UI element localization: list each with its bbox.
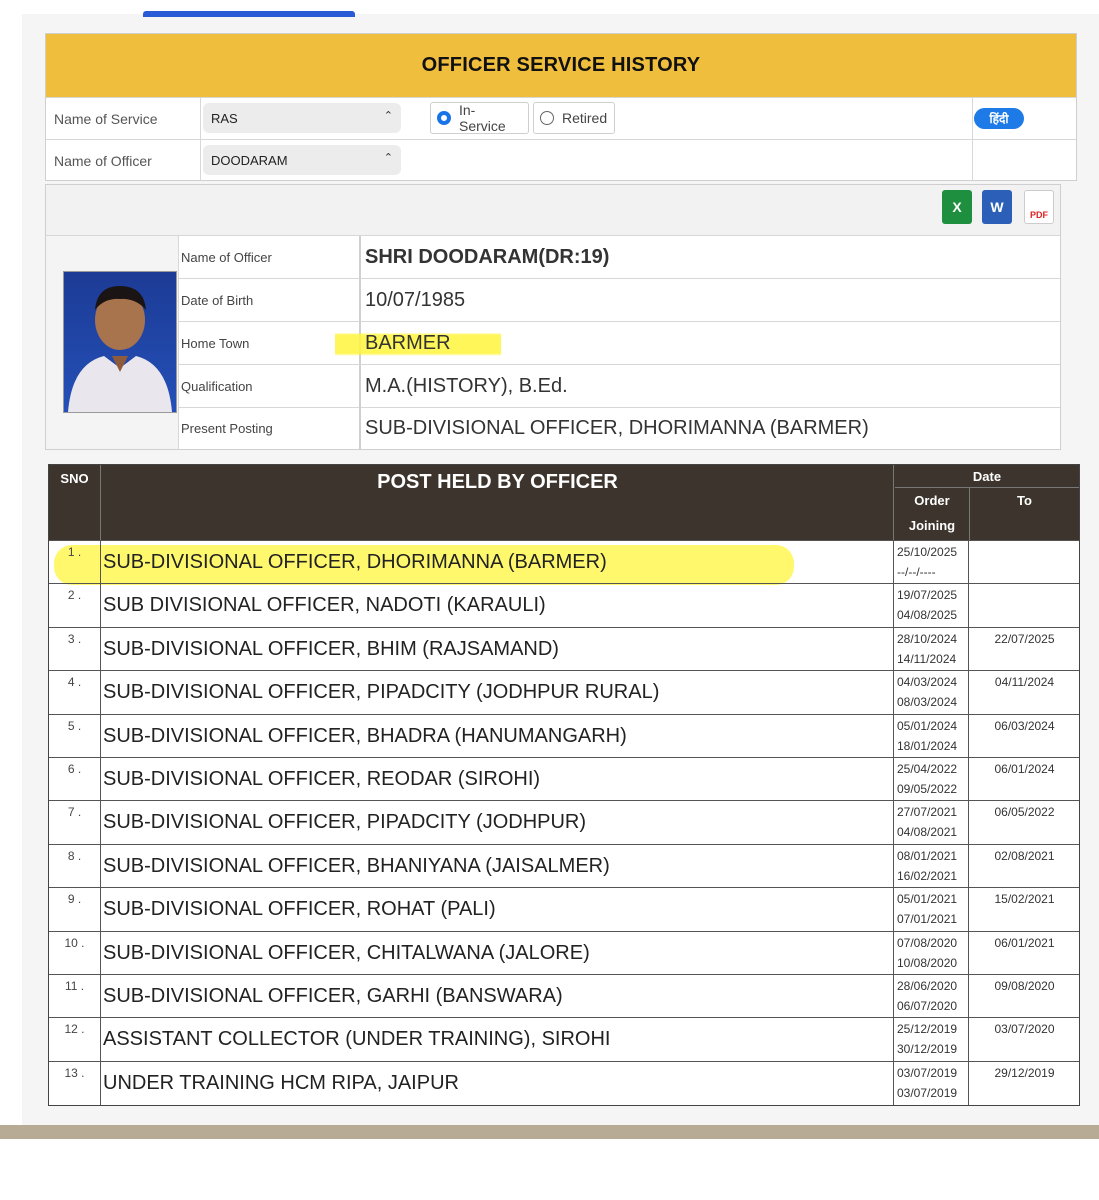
profile-row-name	[179, 236, 1060, 279]
cell-post-text: SUB-DIVISIONAL OFFICER, BHIM (RAJSAMAND)	[103, 637, 559, 660]
excel-icon-letter: X	[952, 199, 962, 215]
cell-order-date: 03/07/2019	[897, 1065, 958, 1080]
cell-to-date: 15/02/2021	[994, 892, 1055, 907]
cell-sno: 6 .	[49, 758, 101, 801]
profile-row-posting	[179, 407, 1060, 449]
cell-sno: 7 .	[49, 801, 101, 844]
cell-to-date	[970, 584, 1079, 627]
cell-joining-date: 03/07/2019	[897, 1085, 958, 1100]
table-row	[49, 931, 1079, 975]
cell-joining-date: 16/02/2021	[897, 868, 958, 883]
name-label: Name of Officer	[179, 236, 361, 278]
active-tab-indicator[interactable]	[143, 11, 355, 17]
officer-row	[46, 139, 1076, 181]
cell-post-text: SUB-DIVISIONAL OFFICER, BHANIYANA (JAISALMER)	[103, 854, 610, 877]
table-row	[49, 1017, 1079, 1061]
table-row	[49, 583, 1079, 627]
table-row	[49, 974, 1079, 1018]
export-toolbar	[46, 185, 1060, 236]
cell-to-date: 04/11/2024	[994, 675, 1055, 690]
cell-post	[102, 801, 894, 844]
cell-post-text: SUB-DIVISIONAL OFFICER, REODAR (SIROHI)	[103, 768, 541, 790]
footer-bar	[0, 1125, 1099, 1139]
profile-row-hometown	[179, 322, 1060, 365]
cell-order-joining	[895, 845, 969, 888]
select-chevron-icon: ⌃	[383, 152, 393, 164]
radio-in-service[interactable]	[430, 102, 529, 134]
cell-joining-date: 04/08/2021	[897, 825, 958, 840]
cell-to-date: 06/01/2021	[994, 935, 1055, 950]
cell-post-text: SUB-DIVISIONAL OFFICER, CHITALWANA (JALORE)	[103, 941, 590, 964]
qualification-label: Qualification	[179, 365, 361, 407]
cell-sno: 12 .	[49, 1018, 101, 1061]
cell-order-date: 07/08/2020	[897, 935, 958, 950]
cell-order-joining	[895, 888, 969, 931]
cell-order-date: 25/12/2019	[897, 1022, 958, 1037]
col-order-joining-header	[895, 488, 970, 540]
pdf-icon-label: PDF	[1030, 210, 1048, 220]
cell-post	[102, 845, 894, 888]
cell-joining-date: 30/12/2019	[897, 1042, 958, 1057]
cell-sno: 5 .	[49, 715, 101, 758]
service-history-table	[48, 464, 1080, 1106]
cell-post	[102, 1062, 894, 1105]
select-chevron-icon: ⌃	[383, 110, 393, 122]
cell-order-joining	[895, 758, 969, 801]
cell-order-date: 05/01/2024	[897, 718, 958, 733]
cell-order-date: 28/06/2020	[897, 979, 958, 993]
cell-order-joining	[895, 932, 969, 975]
table-row	[49, 670, 1079, 714]
table-row	[49, 844, 1079, 888]
hindi-language-button[interactable]: हिंदी	[974, 108, 1024, 129]
profile-row-dob	[179, 279, 1060, 322]
table-header	[49, 465, 1079, 540]
cell-order-joining	[895, 975, 969, 1018]
cell-post	[102, 671, 894, 714]
cell-order-joining	[895, 628, 969, 671]
cell-order-date: 28/10/2024	[897, 631, 958, 646]
cell-post	[102, 1018, 894, 1061]
col-sno-header: SNO	[49, 465, 101, 540]
col-joining-header: Joining	[908, 518, 956, 533]
service-label: Name of Service	[46, 98, 201, 139]
cell-joining-date: 06/07/2020	[897, 999, 958, 1013]
cell-joining-date: 08/03/2024	[897, 695, 958, 710]
cell-sno: 2 .	[49, 584, 101, 627]
cell-joining-date: 14/11/2024	[897, 651, 957, 666]
cell-post-text: UNDER TRAINING HCM RIPA, JAIPUR	[103, 1071, 459, 1094]
cell-order-joining	[895, 541, 969, 584]
cell-post-text: SUB-DIVISIONAL OFFICER, PIPADCITY (JODHPUR)	[103, 811, 587, 834]
cell-order-joining	[895, 715, 969, 758]
profile-row-qualification	[179, 365, 1060, 408]
cell-joining-date: 04/08/2025	[897, 608, 958, 623]
table-row	[49, 1061, 1079, 1106]
table-row	[49, 627, 1079, 671]
radio-checked-icon	[437, 111, 451, 125]
officer-select[interactable]	[203, 145, 401, 175]
officer-select-value: DOODARAM	[211, 152, 288, 168]
cell-order-date: 05/01/2021	[897, 892, 958, 907]
officer-photo	[63, 271, 177, 413]
cell-post	[102, 975, 894, 1018]
cell-joining-date: 18/01/2024	[897, 738, 958, 753]
cell-to-date: 06/03/2024	[994, 718, 1055, 733]
cell-joining-date: 07/01/2021	[897, 912, 958, 927]
table-row	[49, 800, 1079, 844]
posting-label: Present Posting	[179, 407, 361, 449]
service-select[interactable]	[203, 103, 401, 133]
cell-sno: 8 .	[49, 845, 101, 888]
cell-post-text: SUB DIVISIONAL OFFICER, NADOTI (KARAULI)	[103, 594, 546, 617]
hometown-highlight: BARMER	[335, 328, 501, 359]
cell-to-date: 02/08/2021	[994, 848, 1055, 863]
table-row	[49, 714, 1079, 758]
col-to-header: To	[1017, 493, 1032, 508]
cell-joining-date: --/--/----	[897, 565, 936, 579]
cell-post	[102, 541, 894, 584]
cell-sno: 3 .	[49, 628, 101, 671]
hometown-value	[363, 322, 1060, 364]
cell-post	[102, 584, 894, 627]
dob-label: Date of Birth	[179, 279, 361, 321]
cell-joining-date: 10/08/2020	[897, 955, 958, 970]
service-select-value: RAS	[211, 110, 238, 126]
cell-sno: 1 .	[49, 541, 101, 584]
radio-retired-label: Retired	[562, 110, 608, 126]
table-row	[49, 887, 1079, 931]
cell-order-joining	[895, 1062, 969, 1105]
col-date-header: Date	[895, 465, 1079, 488]
radio-unchecked-icon	[540, 111, 554, 125]
cell-order-date: 04/03/2024	[897, 675, 958, 690]
cell-post	[102, 932, 894, 975]
cell-to-date: 29/12/2019	[994, 1065, 1055, 1080]
officer-label: Name of Officer	[46, 140, 201, 181]
radio-in-service-label: In-Service	[459, 102, 506, 134]
table-row	[49, 540, 1079, 584]
cell-order-joining	[895, 801, 969, 844]
cell-order-date: 25/04/2022	[897, 762, 958, 776]
cell-to-date: 06/01/2024	[994, 762, 1055, 776]
divider	[972, 140, 973, 181]
table-row	[49, 757, 1079, 801]
cell-post	[102, 758, 894, 801]
page-title: OFFICER SERVICE HISTORY	[46, 34, 1076, 97]
cell-sno: 4 .	[49, 671, 101, 714]
cell-order-date: 27/07/2021	[897, 805, 958, 820]
cell-to-date: 09/08/2020	[994, 979, 1055, 993]
service-row	[46, 97, 1076, 139]
divider	[972, 98, 973, 139]
cell-post-text: SUB-DIVISIONAL OFFICER, PIPADCITY (JODHPUR RURAL)	[103, 681, 660, 704]
excel-export-icon[interactable]	[942, 190, 972, 224]
cell-order-date: 08/01/2021	[897, 848, 958, 863]
cell-order-date: 25/10/2025	[897, 545, 958, 559]
cell-order-joining	[895, 1018, 969, 1061]
qualification-value: M.A.(HISTORY), B.Ed.	[365, 374, 568, 397]
cell-sno: 9 .	[49, 888, 101, 931]
cell-to-date: 06/05/2022	[994, 805, 1055, 820]
cell-post-text: SUB-DIVISIONAL OFFICER, DHORIMANNA (BARMER)	[103, 551, 607, 573]
cell-post	[102, 628, 894, 671]
cell-sno: 13 .	[49, 1062, 101, 1105]
cell-post-text: SUB-DIVISIONAL OFFICER, BHADRA (HANUMANGARH)	[103, 724, 627, 747]
cell-order-date: 19/07/2025	[897, 588, 958, 603]
cell-post-text: SUB-DIVISIONAL OFFICER, GARHI (BANSWARA)	[103, 985, 563, 1007]
word-icon-letter: W	[990, 199, 1004, 215]
dob-value: 10/07/1985	[365, 288, 466, 311]
word-export-icon[interactable]	[982, 190, 1012, 224]
cell-order-joining	[895, 671, 969, 714]
hometown-label: Home Town	[179, 322, 361, 364]
cell-to-date: 22/07/2025	[994, 631, 1055, 646]
col-order-header: Order	[914, 493, 950, 508]
cell-post	[102, 715, 894, 758]
cell-post-text: ASSISTANT COLLECTOR (UNDER TRAINING), SIROHI	[103, 1028, 611, 1051]
filter-panel	[45, 33, 1077, 181]
photo-cell	[46, 236, 179, 449]
cell-sno: 10 .	[49, 932, 101, 975]
pdf-export-icon[interactable]	[1024, 190, 1054, 224]
name-value: SHRI DOODARAM(DR:19)	[365, 245, 610, 268]
cell-to-date: 03/07/2020	[994, 1022, 1055, 1037]
cell-order-joining	[895, 584, 969, 627]
cell-post-text: SUB-DIVISIONAL OFFICER, ROHAT (PALI)	[103, 898, 496, 921]
cell-to-date	[970, 541, 1079, 584]
radio-retired[interactable]	[533, 102, 615, 134]
posting-value: SUB-DIVISIONAL OFFICER, DHORIMANNA (BARMER)	[365, 416, 869, 439]
cell-sno: 11 .	[49, 975, 101, 1018]
cell-joining-date: 09/05/2022	[897, 782, 958, 796]
officer-profile-panel	[45, 184, 1061, 450]
cell-post	[102, 888, 894, 931]
col-post-header: POST HELD BY OFFICER	[102, 465, 894, 540]
